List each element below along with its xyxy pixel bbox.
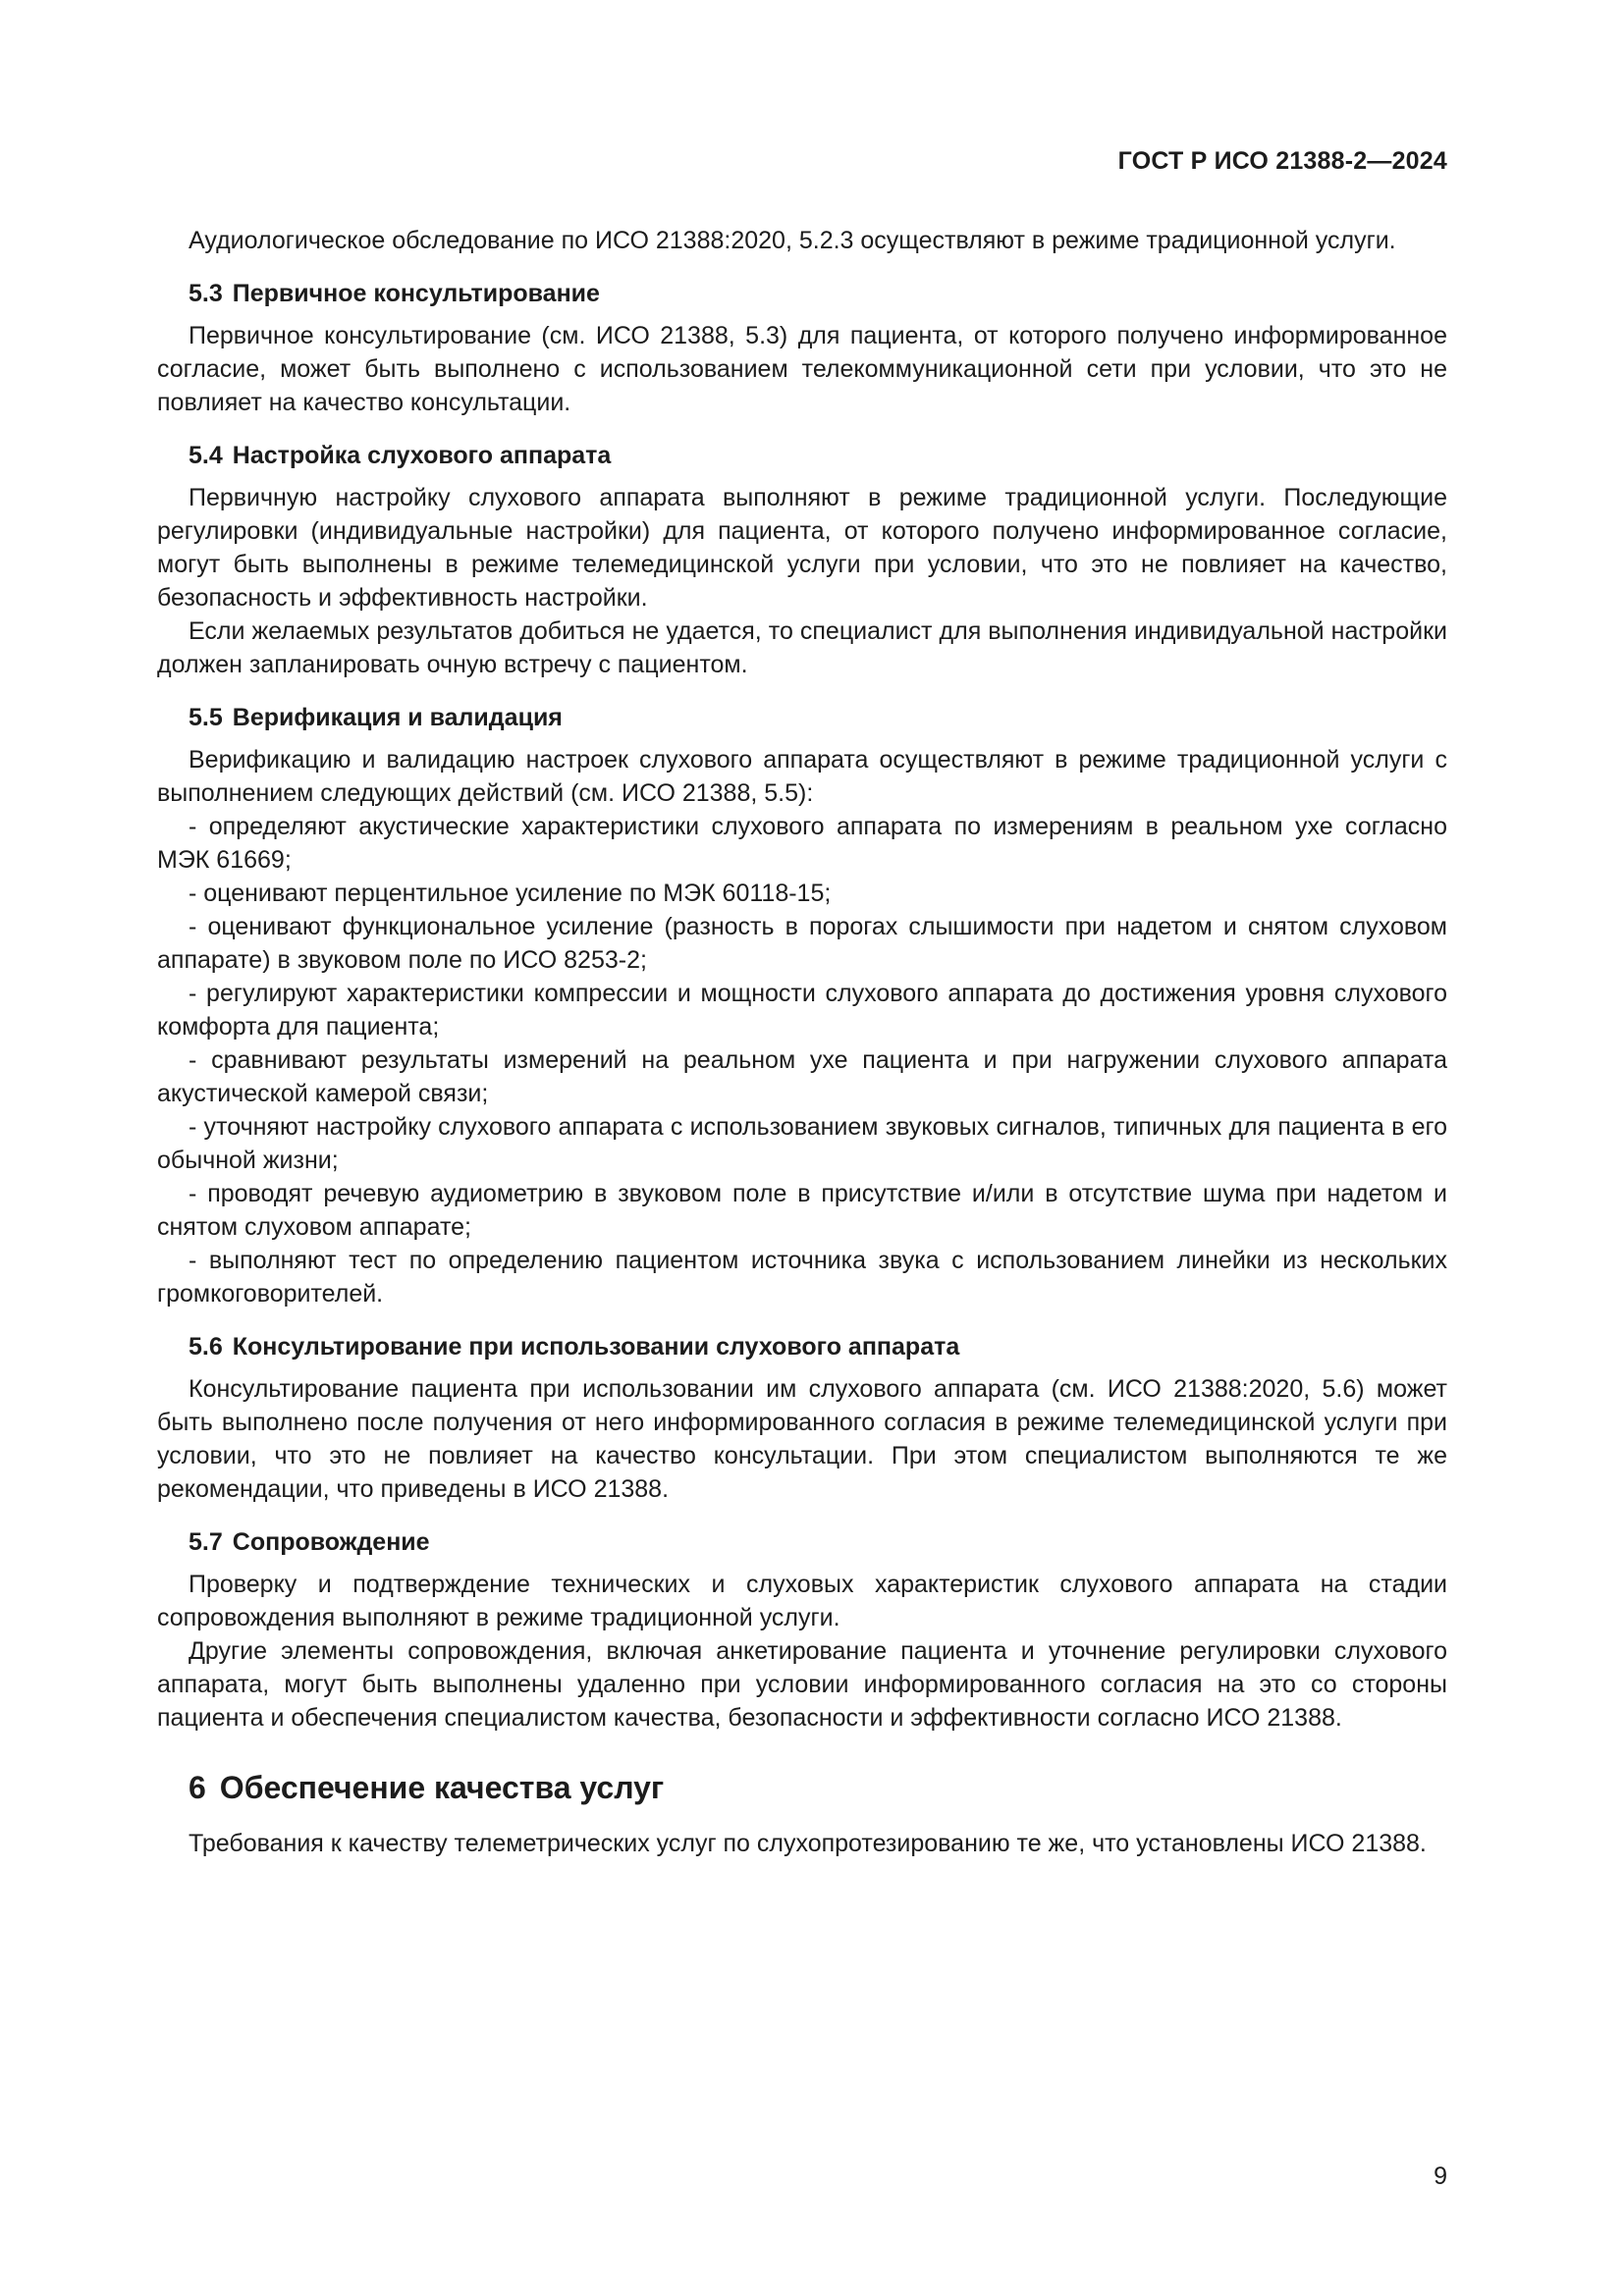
intro-paragraph: Аудиологическое обследование по ИСО 21388:2020, 5.2.3 осуществляют в режиме традиционной услуги. [189,227,1396,254]
document-header: ГОСТ Р ИСО 21388-2—2024 [1117,147,1447,175]
section-number: 5.5 [189,704,223,731]
section-title: Сопровождение [232,1528,430,1556]
paragraph: Первичное консультирование (см. ИСО 21388, 5.3) для пациента, от которого получено информированное согласие, может быть выполнено с использованием телекоммуникационной сети при условии, что это не повлияет на качество консультации. [157,322,1447,416]
list-item: - выполняют тест по определению пациентом источника звука с использованием линейки из нескольких громкоговорителей. [157,1247,1447,1308]
list-item: - регулируют характеристики компрессии и мощности слухового аппарата до достижения уровня слухового комфорта для пациента; [157,980,1447,1041]
list-item: - оценивают перцентильное усиление по МЭК 60118-15; [189,880,832,907]
section-title: Первичное консультирование [232,280,600,307]
section-number: 5.4 [189,442,223,469]
section-number: 5.7 [189,1528,223,1556]
section-title: Обеспечение качества услуг [219,1770,665,1805]
section-heading-5-7 [157,1525,1447,1559]
list-item: - оценивают функциональное усиление (разность в порогах слышимости при надетом и снятом слуховом аппарате) в звуковом поле по ИСО 8253-2; [157,913,1447,974]
section-heading-5-6 [157,1330,1447,1363]
section-title: Верификация и валидация [232,704,563,731]
section-number: 6 [189,1770,206,1805]
paragraph: Требования к качеству телеметрических услуг по слухопротезированию те же, что установлены ИСО 21388. [189,1830,1427,1857]
paragraph: Если желаемых результатов добиться не удается, то специалист для выполнения индивидуальной настройки должен запланировать очную встречу с пациентом. [157,617,1447,678]
page-number: 9 [1434,2163,1447,2190]
section-number: 5.6 [189,1333,223,1361]
paragraph: Проверку и подтверждение технических и слуховых характеристик слухового аппарата на стадии сопровождения выполняют в режиме традиционной услуги. [157,1571,1447,1631]
section-title: Настройка слухового аппарата [232,442,612,469]
paragraph: Консультирование пациента при использовании им слухового аппарата (см. ИСО 21388:2020, 5.6) может быть выполнено после получения от него информированного согласия в режиме телемедицинской услуги при условии, что это не повлияет на качество консультации. При этом специалистом выполняются те же рекомендации, что приведены в ИСО 21388. [157,1375,1447,1503]
paragraph: Верификацию и валидацию настроек слухового аппарата осуществляют в режиме традиционной услуги с выполнением следующих действий (см. ИСО 21388, 5.5): [157,746,1447,807]
list-item: - сравнивают результаты измерений на реальном ухе пациента и при нагружении слухового аппарата акустической камерой связи; [157,1046,1447,1107]
section-heading-5-5 [157,701,1447,734]
section-heading-6 [157,1768,1447,1807]
paragraph: Первичную настройку слухового аппарата выполняют в режиме традиционной услуги. Последующие регулировки (индивидуальные настройки) для пациента, от которого получено информированное согласие, могут быть выполнены в режиме телемедицинской услуги при условии, что это не повлияет на качество, безопасность и эффективность настройки. [157,484,1447,612]
section-title: Консультирование при использовании слухового аппарата [232,1333,960,1361]
list-item: - проводят речевую аудиометрию в звуковом поле в присутствие и/или в отсутствие шума при надетом и снятом слуховом аппарате; [157,1180,1447,1241]
paragraph: Другие элементы сопровождения, включая анкетирование пациента и уточнение регулировки слухового аппарата, могут быть выполнены удаленно при условии информированного согласия на это со стороны пациента и обеспечения специалистом качества, безопасности и эффективности согласно ИСО 21388. [157,1637,1447,1732]
section-heading-5-3 [157,277,1447,310]
section-heading-5-4 [157,439,1447,472]
document-body [157,224,1447,1860]
list-item: - определяют акустические характеристики слухового аппарата по измерениям в реальном ухе согласно МЭК 61669; [157,813,1447,874]
section-number: 5.3 [189,280,223,307]
list-item: - уточняют настройку слухового аппарата с использованием звуковых сигналов, типичных для пациента в его обычной жизни; [157,1113,1447,1174]
